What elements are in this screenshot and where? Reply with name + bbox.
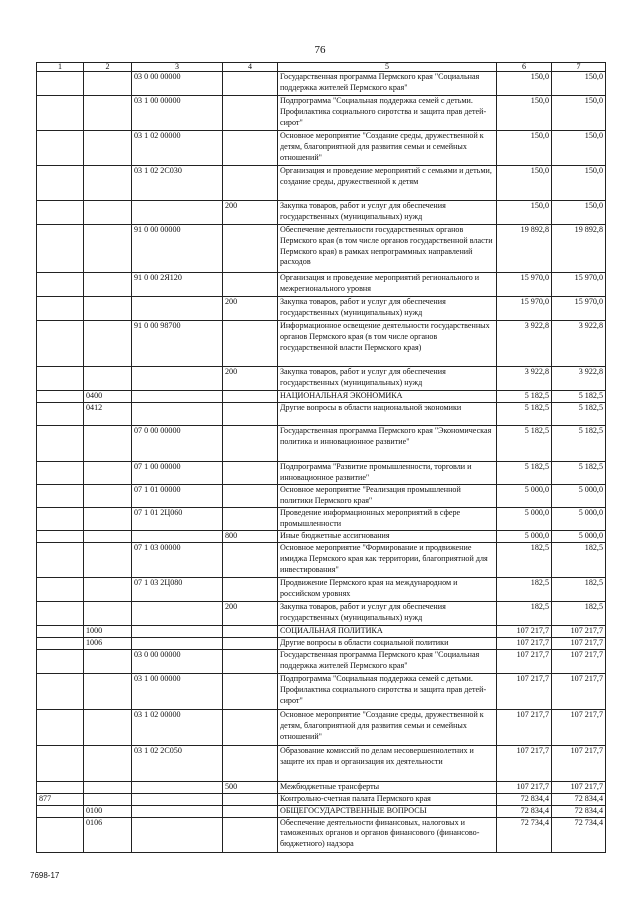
cell-subsection-code xyxy=(84,297,132,321)
cell-description: Закупка товаров, работ и услуг для обеспечения государственных (муниципальных) нужд xyxy=(278,297,497,321)
cell-expense-type xyxy=(223,321,278,367)
cell-target-article: 03 1 02 00000 xyxy=(132,131,223,166)
cell-target-article: 03 0 00 00000 xyxy=(132,650,223,674)
cell-amount-col7: 72 834,4 xyxy=(552,805,606,817)
cell-amount-col6: 182,5 xyxy=(497,602,552,626)
cell-section-code xyxy=(37,166,84,201)
cell-description: Государственная программа Пермского края "Социальная поддержка жителей Пермского края" xyxy=(278,650,497,674)
cell-amount-col6: 150,0 xyxy=(497,96,552,131)
cell-amount-col6: 19 892,8 xyxy=(497,225,552,273)
header-col-5: 5 xyxy=(278,63,497,72)
cell-subsection-code xyxy=(84,602,132,626)
cell-section-code xyxy=(37,531,84,543)
cell-section-code xyxy=(37,96,84,131)
cell-description: Основное мероприятие "Реализация промышленной политики Пермского края" xyxy=(278,485,497,508)
cell-description: Продвижение Пермского края на международном и российском уровнях xyxy=(278,578,497,602)
cell-description: Основное мероприятие "Создание среды, дружественной к детям, благоприятной для развития семьи и семейных отношений" xyxy=(278,710,497,746)
cell-amount-col6: 5 182,5 xyxy=(497,403,552,426)
cell-description: Информационное освещение деятельности государственных органов Пермского края (в том числе органов государственной власти Пермского края) xyxy=(278,321,497,367)
cell-target-article: 03 1 02 2С030 xyxy=(132,166,223,201)
header-col-7: 7 xyxy=(552,63,606,72)
header-col-1: 1 xyxy=(37,63,84,72)
cell-amount-col7: 107 217,7 xyxy=(552,674,606,710)
cell-description: СОЦИАЛЬНАЯ ПОЛИТИКА xyxy=(278,626,497,638)
cell-description: Закупка товаров, работ и услуг для обеспечения государственных (муниципальных) нужд xyxy=(278,602,497,626)
cell-subsection-code xyxy=(84,782,132,794)
cell-expense-type xyxy=(223,817,278,852)
table-row xyxy=(37,805,606,817)
cell-amount-col6: 107 217,7 xyxy=(497,746,552,782)
cell-amount-col6: 150,0 xyxy=(497,201,552,225)
table-row xyxy=(37,96,606,131)
cell-amount-col7: 3 922,8 xyxy=(552,367,606,391)
cell-amount-col7: 107 217,7 xyxy=(552,626,606,638)
cell-section-code xyxy=(37,225,84,273)
cell-amount-col7: 15 970,0 xyxy=(552,297,606,321)
cell-target-article: 03 1 02 2С050 xyxy=(132,746,223,782)
cell-target-article xyxy=(132,391,223,403)
cell-section-code xyxy=(37,426,84,462)
cell-description: Основное мероприятие "Создание среды, дружественной к детям, благоприятной для развития семьи и семейных отношений" xyxy=(278,131,497,166)
cell-expense-type: 500 xyxy=(223,782,278,794)
table-row xyxy=(37,273,606,297)
table-row xyxy=(37,508,606,531)
cell-expense-type xyxy=(223,543,278,578)
cell-amount-col7: 5 182,5 xyxy=(552,391,606,403)
table-row xyxy=(37,321,606,367)
cell-amount-col7: 107 217,7 xyxy=(552,710,606,746)
cell-target-article: 03 1 00 00000 xyxy=(132,96,223,131)
cell-amount-col6: 3 922,8 xyxy=(497,321,552,367)
cell-amount-col6: 5 182,5 xyxy=(497,426,552,462)
cell-amount-col6: 15 970,0 xyxy=(497,297,552,321)
cell-description: Подпрограмма "Социальная поддержка семей с детьми. Профилактика социального сиротства и защита прав детей-сирот" xyxy=(278,96,497,131)
cell-expense-type xyxy=(223,485,278,508)
cell-expense-type xyxy=(223,96,278,131)
cell-section-code xyxy=(37,578,84,602)
cell-expense-type xyxy=(223,650,278,674)
table-row xyxy=(37,746,606,782)
table-row xyxy=(37,602,606,626)
cell-amount-col7: 150,0 xyxy=(552,166,606,201)
cell-subsection-code xyxy=(84,72,132,96)
cell-description: Подпрограмма "Развитие промышленности, торговли и инновационное развитие" xyxy=(278,462,497,485)
cell-target-article: 03 1 00 00000 xyxy=(132,674,223,710)
cell-amount-col6: 107 217,7 xyxy=(497,626,552,638)
cell-amount-col7: 107 217,7 xyxy=(552,746,606,782)
cell-expense-type: 200 xyxy=(223,602,278,626)
cell-section-code xyxy=(37,782,84,794)
cell-expense-type xyxy=(223,626,278,638)
cell-subsection-code xyxy=(84,794,132,806)
cell-amount-col6: 182,5 xyxy=(497,543,552,578)
cell-description: Организация и проведение мероприятий регионального и межрегионального уровня xyxy=(278,273,497,297)
cell-amount-col6: 3 922,8 xyxy=(497,367,552,391)
cell-subsection-code xyxy=(84,462,132,485)
cell-amount-col6: 107 217,7 xyxy=(497,650,552,674)
cell-section-code xyxy=(37,674,84,710)
cell-expense-type xyxy=(223,746,278,782)
cell-expense-type xyxy=(223,225,278,273)
cell-subsection-code xyxy=(84,166,132,201)
cell-section-code xyxy=(37,131,84,166)
table-row xyxy=(37,72,606,96)
cell-description: Закупка товаров, работ и услуг для обеспечения государственных (муниципальных) нужд xyxy=(278,201,497,225)
cell-amount-col7: 107 217,7 xyxy=(552,650,606,674)
cell-section-code xyxy=(37,746,84,782)
table-row xyxy=(37,578,606,602)
cell-subsection-code xyxy=(84,674,132,710)
cell-amount-col7: 150,0 xyxy=(552,201,606,225)
cell-expense-type xyxy=(223,391,278,403)
cell-section-code xyxy=(37,367,84,391)
cell-description: Подпрограмма "Социальная поддержка семей с детьми. Профилактика социального сиротства и защита прав детей-сирот" xyxy=(278,674,497,710)
cell-amount-col7: 150,0 xyxy=(552,96,606,131)
cell-subsection-code xyxy=(84,273,132,297)
cell-section-code: 877 xyxy=(37,794,84,806)
cell-amount-col6: 107 217,7 xyxy=(497,710,552,746)
header-col-2: 2 xyxy=(84,63,132,72)
cell-subsection-code xyxy=(84,746,132,782)
cell-subsection-code xyxy=(84,485,132,508)
table-row xyxy=(37,531,606,543)
cell-section-code xyxy=(37,817,84,852)
table-row xyxy=(37,166,606,201)
cell-amount-col6: 107 217,7 xyxy=(497,782,552,794)
table-row xyxy=(37,794,606,806)
cell-target-article: 07 1 00 00000 xyxy=(132,462,223,485)
cell-subsection-code: 0100 xyxy=(84,805,132,817)
table-row xyxy=(37,462,606,485)
cell-target-article xyxy=(132,805,223,817)
cell-amount-col7: 182,5 xyxy=(552,543,606,578)
cell-description: Основное мероприятие "Формирование и продвижение имиджа Пермского края как территории, благоприятной для инвестирования" xyxy=(278,543,497,578)
cell-section-code xyxy=(37,638,84,650)
budget-table xyxy=(36,62,606,853)
cell-expense-type xyxy=(223,403,278,426)
cell-target-article: 07 1 01 2Ц060 xyxy=(132,508,223,531)
table-row xyxy=(37,485,606,508)
cell-amount-col6: 72 834,4 xyxy=(497,794,552,806)
cell-expense-type xyxy=(223,794,278,806)
header-col-3: 3 xyxy=(132,63,223,72)
cell-subsection-code xyxy=(84,426,132,462)
cell-expense-type: 200 xyxy=(223,367,278,391)
cell-description: Другие вопросы в области социальной политики xyxy=(278,638,497,650)
cell-expense-type xyxy=(223,638,278,650)
cell-subsection-code xyxy=(84,531,132,543)
cell-target-article xyxy=(132,638,223,650)
cell-section-code xyxy=(37,403,84,426)
cell-amount-col6: 107 217,7 xyxy=(497,638,552,650)
cell-amount-col7: 182,5 xyxy=(552,602,606,626)
cell-description: Обеспечение деятельности финансовых, налоговых и таможенных органов и органов финансового (финансово-бюджетного) надзора xyxy=(278,817,497,852)
cell-amount-col6: 150,0 xyxy=(497,72,552,96)
cell-amount-col7: 5 182,5 xyxy=(552,426,606,462)
cell-section-code xyxy=(37,297,84,321)
cell-subsection-code xyxy=(84,367,132,391)
cell-expense-type xyxy=(223,805,278,817)
header-col-4: 4 xyxy=(223,63,278,72)
table-row xyxy=(37,817,606,852)
cell-subsection-code xyxy=(84,543,132,578)
cell-description: Образование комиссий по делам несовершеннолетних и защите их прав и организация их деятельности xyxy=(278,746,497,782)
cell-expense-type xyxy=(223,166,278,201)
cell-section-code xyxy=(37,72,84,96)
cell-amount-col6: 5 000,0 xyxy=(497,531,552,543)
cell-subsection-code xyxy=(84,578,132,602)
cell-section-code xyxy=(37,273,84,297)
cell-amount-col6: 150,0 xyxy=(497,131,552,166)
table-row xyxy=(37,543,606,578)
cell-description: Организация и проведение мероприятий с семьями и детьми, создание среды, дружественной к детям xyxy=(278,166,497,201)
cell-target-article xyxy=(132,626,223,638)
cell-description: Межбюджетные трансферты xyxy=(278,782,497,794)
cell-subsection-code xyxy=(84,96,132,131)
cell-expense-type: 800 xyxy=(223,531,278,543)
cell-amount-col7: 72 834,4 xyxy=(552,794,606,806)
cell-description: Закупка товаров, работ и услуг для обеспечения государственных (муниципальных) нужд xyxy=(278,367,497,391)
cell-expense-type xyxy=(223,508,278,531)
cell-expense-type: 200 xyxy=(223,201,278,225)
cell-target-article xyxy=(132,403,223,426)
table-row xyxy=(37,131,606,166)
cell-section-code xyxy=(37,462,84,485)
cell-section-code xyxy=(37,543,84,578)
page-number: 76 xyxy=(314,44,326,56)
cell-amount-col7: 5 000,0 xyxy=(552,508,606,531)
cell-expense-type xyxy=(223,710,278,746)
cell-amount-col7: 150,0 xyxy=(552,72,606,96)
cell-expense-type xyxy=(223,426,278,462)
cell-amount-col7: 19 892,8 xyxy=(552,225,606,273)
cell-expense-type xyxy=(223,273,278,297)
cell-description: Контрольно-счетная палата Пермского края xyxy=(278,794,497,806)
cell-subsection-code xyxy=(84,650,132,674)
cell-target-article: 91 0 00 98700 xyxy=(132,321,223,367)
cell-description: Другие вопросы в области национальной экономики xyxy=(278,403,497,426)
cell-amount-col7: 107 217,7 xyxy=(552,638,606,650)
cell-amount-col6: 15 970,0 xyxy=(497,273,552,297)
cell-target-article xyxy=(132,782,223,794)
table-row xyxy=(37,782,606,794)
cell-amount-col7: 15 970,0 xyxy=(552,273,606,297)
cell-subsection-code xyxy=(84,710,132,746)
cell-subsection-code: 0400 xyxy=(84,391,132,403)
cell-description: Государственная программа Пермского края "Экономическая политика и инновационное развитие" xyxy=(278,426,497,462)
table-row xyxy=(37,403,606,426)
cell-section-code xyxy=(37,201,84,225)
table-row xyxy=(37,297,606,321)
cell-target-article xyxy=(132,201,223,225)
cell-subsection-code: 0106 xyxy=(84,817,132,852)
cell-target-article: 07 1 03 00000 xyxy=(132,543,223,578)
cell-section-code xyxy=(37,508,84,531)
cell-section-code xyxy=(37,710,84,746)
cell-subsection-code: 0412 xyxy=(84,403,132,426)
table-header-row xyxy=(37,63,606,72)
cell-subsection-code xyxy=(84,225,132,273)
cell-section-code xyxy=(37,650,84,674)
cell-amount-col7: 5 182,5 xyxy=(552,403,606,426)
cell-amount-col6: 107 217,7 xyxy=(497,674,552,710)
cell-target-article: 03 0 00 00000 xyxy=(132,72,223,96)
cell-amount-col6: 72 734,4 xyxy=(497,817,552,852)
cell-target-article xyxy=(132,794,223,806)
cell-amount-col6: 5 000,0 xyxy=(497,508,552,531)
cell-expense-type: 200 xyxy=(223,297,278,321)
budget-table-body xyxy=(37,63,606,853)
table-row xyxy=(37,367,606,391)
cell-amount-col6: 182,5 xyxy=(497,578,552,602)
cell-amount-col7: 5 000,0 xyxy=(552,531,606,543)
cell-amount-col6: 5 182,5 xyxy=(497,462,552,485)
cell-target-article xyxy=(132,531,223,543)
cell-amount-col7: 107 217,7 xyxy=(552,782,606,794)
cell-target-article: 91 0 00 2Я120 xyxy=(132,273,223,297)
cell-amount-col7: 5 182,5 xyxy=(552,462,606,485)
cell-target-article: 07 1 01 00000 xyxy=(132,485,223,508)
cell-target-article: 07 0 00 00000 xyxy=(132,426,223,462)
document-code: 7698-17 xyxy=(30,871,60,880)
cell-target-article xyxy=(132,602,223,626)
cell-expense-type xyxy=(223,578,278,602)
cell-amount-col7: 72 734,4 xyxy=(552,817,606,852)
cell-target-article xyxy=(132,367,223,391)
cell-section-code xyxy=(37,391,84,403)
table-row xyxy=(37,391,606,403)
table-row xyxy=(37,650,606,674)
header-col-6: 6 xyxy=(497,63,552,72)
cell-amount-col7: 5 000,0 xyxy=(552,485,606,508)
cell-description: Обеспечение деятельности государственных органов Пермского края (в том числе органов государственной власти Пермского края) в рамках непрограммных направлений расходов xyxy=(278,225,497,273)
cell-section-code xyxy=(37,805,84,817)
cell-subsection-code: 1000 xyxy=(84,626,132,638)
table-row xyxy=(37,710,606,746)
cell-amount-col7: 150,0 xyxy=(552,131,606,166)
cell-amount-col6: 150,0 xyxy=(497,166,552,201)
table-row xyxy=(37,201,606,225)
cell-expense-type xyxy=(223,72,278,96)
cell-section-code xyxy=(37,602,84,626)
cell-subsection-code xyxy=(84,321,132,367)
cell-target-article xyxy=(132,297,223,321)
cell-subsection-code xyxy=(84,131,132,166)
cell-description: Государственная программа Пермского края "Социальная поддержка жителей Пермского края" xyxy=(278,72,497,96)
table-row xyxy=(37,426,606,462)
cell-expense-type xyxy=(223,131,278,166)
cell-amount-col6: 72 834,4 xyxy=(497,805,552,817)
cell-amount-col7: 182,5 xyxy=(552,578,606,602)
cell-expense-type xyxy=(223,462,278,485)
table-row xyxy=(37,638,606,650)
cell-target-article xyxy=(132,817,223,852)
table-row xyxy=(37,674,606,710)
cell-subsection-code xyxy=(84,201,132,225)
cell-amount-col6: 5 182,5 xyxy=(497,391,552,403)
cell-expense-type xyxy=(223,674,278,710)
cell-subsection-code xyxy=(84,508,132,531)
cell-target-article: 03 1 02 00000 xyxy=(132,710,223,746)
cell-section-code xyxy=(37,485,84,508)
cell-description: Иные бюджетные ассигнования xyxy=(278,531,497,543)
table-row xyxy=(37,225,606,273)
cell-description: Проведение информационных мероприятий в сфере промышленности xyxy=(278,508,497,531)
cell-description: НАЦИОНАЛЬНАЯ ЭКОНОМИКА xyxy=(278,391,497,403)
cell-amount-col6: 5 000,0 xyxy=(497,485,552,508)
cell-target-article: 91 0 00 00000 xyxy=(132,225,223,273)
table-row xyxy=(37,626,606,638)
cell-section-code xyxy=(37,626,84,638)
cell-subsection-code: 1006 xyxy=(84,638,132,650)
cell-target-article: 07 1 03 2Ц080 xyxy=(132,578,223,602)
cell-section-code xyxy=(37,321,84,367)
cell-description: ОБЩЕГОСУДАРСТВЕННЫЕ ВОПРОСЫ xyxy=(278,805,497,817)
cell-amount-col7: 3 922,8 xyxy=(552,321,606,367)
